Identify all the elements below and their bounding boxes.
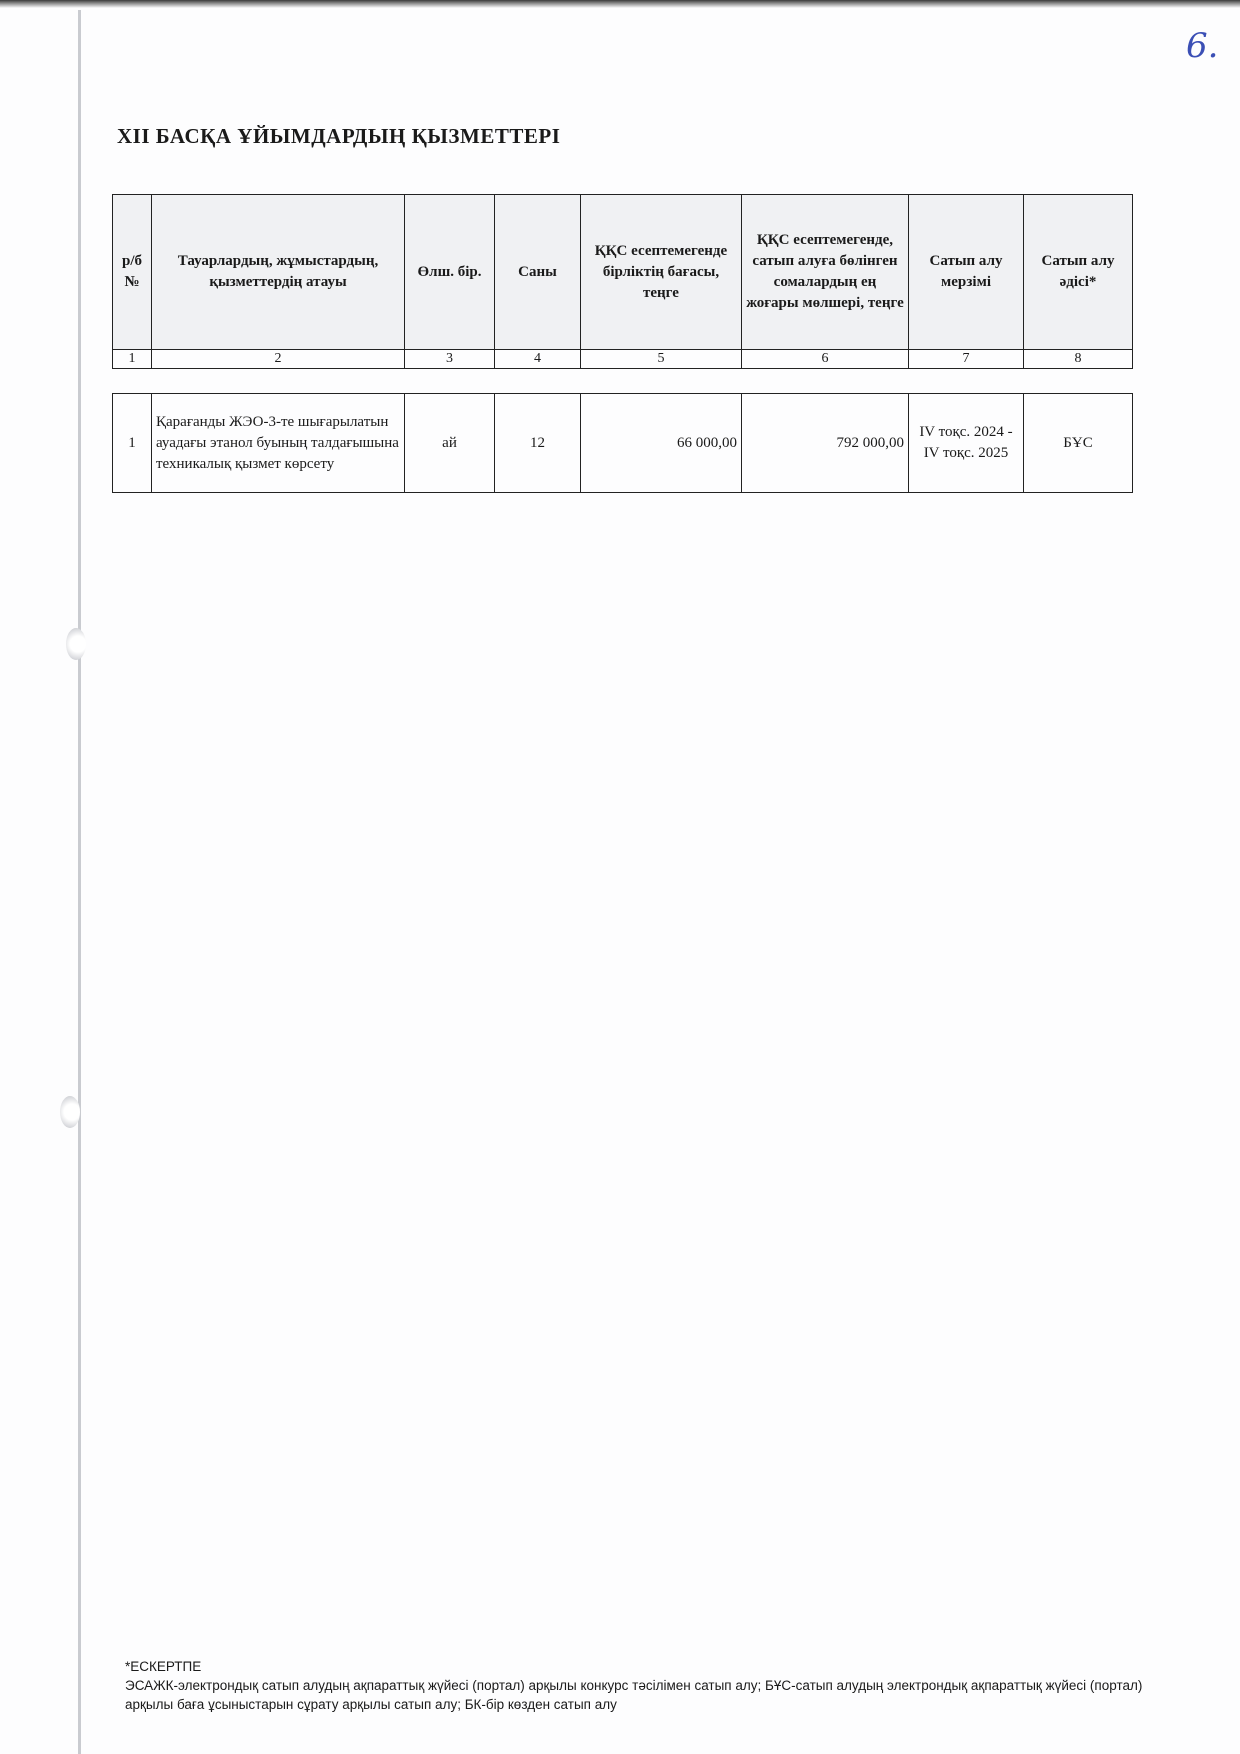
row-number: 1 [113, 394, 152, 493]
table-spacer-row [113, 369, 1133, 394]
column-number: 4 [495, 350, 581, 369]
column-number: 5 [581, 350, 742, 369]
header-cell: р/б № [113, 195, 152, 350]
column-number: 6 [742, 350, 909, 369]
item-name: Қарағанды ЖЭО-3-те шығарылатын ауадағы этанол буының талдағышына техникалық қызмет көрсету [152, 394, 405, 493]
unit-of-measure: ай [405, 394, 495, 493]
unit-price: 66 000,00 [581, 394, 742, 493]
column-number: 1 [113, 350, 152, 369]
column-number: 2 [152, 350, 405, 369]
procurement-method: БҰС [1024, 394, 1133, 493]
column-number: 7 [909, 350, 1024, 369]
punch-hole-icon [60, 1096, 80, 1128]
footnote [125, 1657, 1145, 1714]
table-header-row [113, 195, 1133, 350]
table-row [113, 394, 1133, 493]
header-cell: Сатып алу әдісі* [1024, 195, 1133, 350]
header-cell: Сатып алу мерзімі [909, 195, 1024, 350]
footnote-text: ЭСАЖК-электрондық сатып алудың ақпараттық жүйесі (портал) арқылы конкурс тәсілімен сатып алу; БҰС-сатып алудың электрондық ақпараттық жүйесі (портал) арқылы баға ұсыныстарын сұрату арқылы сатып алу; БК-бір көзден сатып алу [125, 1678, 1143, 1712]
quantity: 12 [495, 394, 581, 493]
footnote-title: *ЕСКЕРТПЕ [125, 1659, 202, 1674]
header-cell: Тауарлардың, жұмыстардың, қызметтердің атауы [152, 195, 405, 350]
handwritten-page-number: 6. [1186, 26, 1219, 66]
max-amount: 792 000,00 [742, 394, 909, 493]
procurement-period: IV тоқс. 2024 - IV тоқс. 2025 [909, 394, 1024, 493]
column-number: 3 [405, 350, 495, 369]
header-cell: Өлш. бір. [405, 195, 495, 350]
spacer-cell [113, 369, 1133, 394]
procurement-table [112, 194, 1133, 493]
section-title: XII БАСҚА ҰЙЫМДАРДЫҢ ҚЫЗМЕТТЕРІ [117, 124, 561, 148]
column-number: 8 [1024, 350, 1133, 369]
header-cell: Саны [495, 195, 581, 350]
header-cell: ҚҚС есептемегенде, сатып алуға бөлінген сомалардың ең жоғары мөлшері, теңге [742, 195, 909, 350]
punch-hole-icon [66, 628, 86, 660]
column-number-row [113, 350, 1133, 369]
binding-margin-line [78, 10, 81, 1754]
scan-top-edge [0, 0, 1240, 8]
header-cell: ҚҚС есептемегенде бірліктің бағасы, теңге [581, 195, 742, 350]
